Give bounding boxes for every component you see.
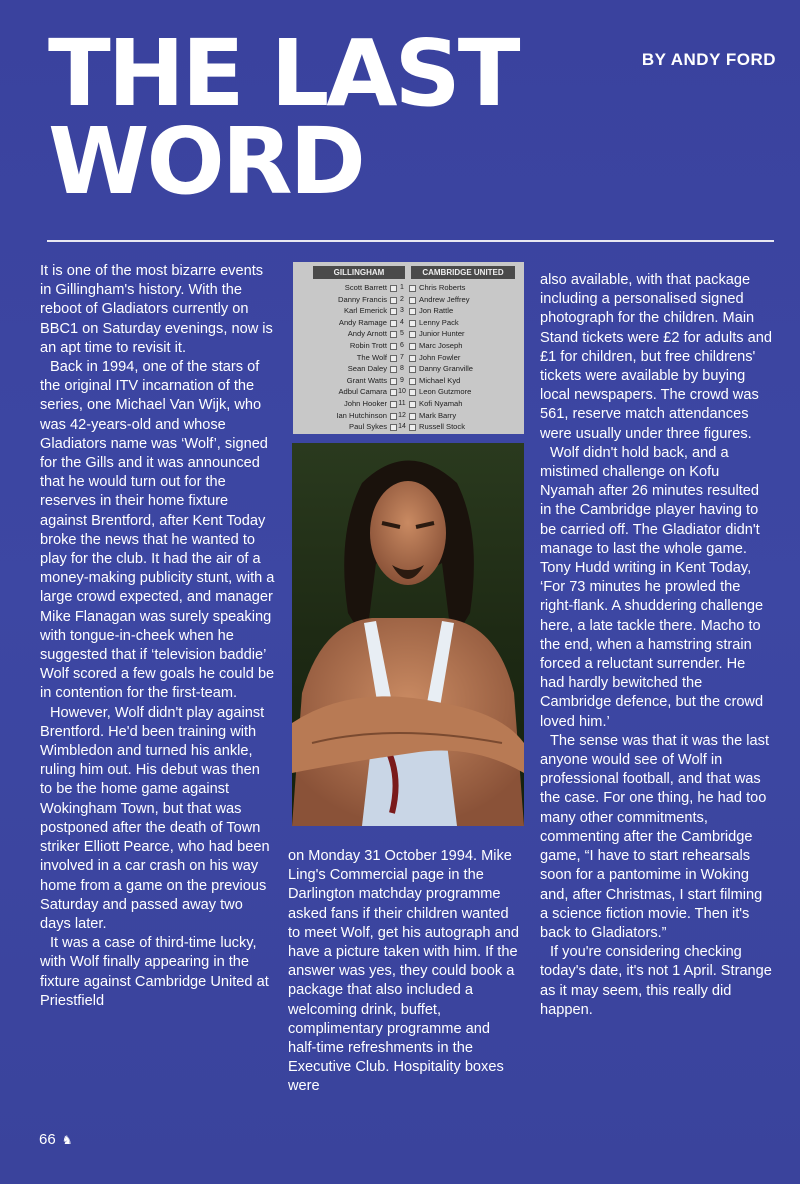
checkbox-icon: [409, 401, 416, 408]
away-player: Leon Gutzmore: [419, 387, 472, 397]
lineup-row: [293, 363, 524, 375]
home-player: Paul Sykes: [349, 422, 387, 432]
checkbox-icon: [409, 331, 416, 338]
checkbox-icon: [409, 389, 416, 396]
checkbox-icon: [409, 413, 416, 420]
paragraph: The sense was that it was the last anyone would see of Wolf in professional football, and that was the case. For one thing, he had too many other commitments, commenting after the Cambridge game, “I have to start rehearsals soon for a pantomime in Woking and, after Christmas, I start filming a science fiction movie. Then it's back to Gladiators.”: [540, 732, 770, 941]
lineup-row: [293, 317, 524, 329]
home-player: Adbul Camara: [338, 387, 387, 397]
away-player: Michael Kyd: [419, 375, 461, 385]
wolf-portrait-image: [292, 443, 524, 826]
away-player: Mark Barry: [419, 410, 457, 420]
away-player: Marc Joseph: [419, 341, 463, 350]
text-column-3: [540, 271, 772, 1020]
home-player: Robin Trott: [349, 341, 387, 350]
away-player: Jon Rattle: [419, 306, 454, 316]
divider: [47, 240, 774, 242]
home-player: Scott Barrett: [344, 283, 387, 292]
home-player: Karl Emerick: [343, 306, 387, 316]
shirt-number: 8: [400, 365, 404, 373]
away-player: Andrew Jeffrey: [419, 294, 470, 304]
paragraph: also available, with that package including a personalised signed photograph for the children. Main Stand tickets were £2 for adults and £1 for children, but free childrens' tickets were available by buying local newspapers. The crowd was 561, reserve match attendances were usually under three figures.: [540, 272, 773, 442]
paragraph: If you're considering checking today's date, it's not 1 April. Strange as it may seem, this really did happen.: [540, 944, 772, 1018]
home-player: Andy Ramage: [338, 317, 387, 327]
paragraph: on Monday 31 October 1994. Mike Ling's Commercial page in the Darlington matchday programme asked fans if their children wanted to meet Wolf, get his autograph and have a picture taken with him. If the answer was yes, they could book a package that also included a welcoming drink, buffet, complimentary programme and half-time refreshments in the Executive Club. Hospitality boxes were: [288, 848, 519, 1095]
lineup-row: [293, 352, 524, 364]
lineup-row: [293, 294, 524, 306]
checkbox-icon: [409, 378, 416, 385]
shirt-number: 10: [398, 388, 406, 396]
shirt-number: 3: [400, 307, 404, 315]
home-player: Danny Francis: [338, 294, 387, 304]
title-line-2: WORD: [48, 108, 363, 215]
away-player: Junior Hunter: [419, 329, 465, 339]
club-crest-icon: ♞: [61, 1133, 73, 1147]
away-player: Danny Granville: [419, 364, 474, 374]
home-player: Grant Watts: [346, 375, 387, 385]
away-player: Russell Stock: [419, 422, 466, 432]
home-player: The Wolf: [356, 352, 387, 362]
away-player: Kofi Nyamah: [419, 399, 463, 408]
wolf-photo: [292, 443, 524, 826]
home-player: Ian Hutchinson: [336, 410, 387, 420]
checkbox-icon: [409, 366, 416, 373]
shirt-number: 12: [398, 411, 406, 419]
lineup-row: [293, 328, 524, 340]
team-lineup-table: [293, 262, 524, 434]
page-footer: [39, 1131, 72, 1148]
shirt-number: 1: [400, 284, 404, 291]
shirt-number: 5: [400, 330, 404, 338]
checkbox-icon: [409, 424, 416, 431]
away-player: John Fowler: [419, 352, 461, 362]
paragraph: It is one of the most bizarre events in Gillingham's history. With the reboot of Gladiators currently on BBC1 on Saturday evenings, now is an apt time to revisit it.: [40, 263, 273, 356]
shirt-number: 7: [400, 353, 404, 361]
lineup-row: [293, 375, 524, 387]
paragraph: It was a case of third-time lucky, with Wolf finally appearing in the fixture against Cambridge United at Priestfield: [40, 935, 269, 1009]
away-player: Chris Roberts: [419, 283, 466, 292]
home-team-header: GILLINGHAM: [313, 266, 405, 279]
paragraph: Wolf didn't hold back, and a mistimed challenge on Kofu Nyamah after 26 minutes resulted in the Cambridge player having to be carried off. The Gladiator didn't manage to last the whole game. Tony Hudd writing in Kent Today, ‘For 73 minutes he prowled the right-flank. A shuddering challenge here, a late tackle there. Macho to the end, when a hamstring strain forced a reluctant surrender. He had hardly bewitched the Cambridge defence, but the crowd loved him.’: [540, 444, 764, 730]
shirt-number: 4: [400, 318, 404, 326]
away-team-header: CAMBRIDGE UNITED: [411, 266, 515, 279]
home-player: Sean Daley: [347, 364, 387, 374]
away-player: Lenny Pack: [419, 317, 459, 327]
shirt-number: 11: [398, 400, 406, 407]
paragraph: However, Wolf didn't play against Brentford. He'd been training with Wimbledon and turned his ankle, ruling him out. His debut was then to be the home game against Wokingham Town, but that was postponed after the death of Town striker Elliott Pearce, who had been involved in a car crash on his way home from a game on the previous Saturday and passed away two days later.: [40, 704, 270, 932]
article-title: [48, 20, 518, 215]
home-player: John Hooker: [343, 399, 387, 408]
checkbox-icon: [409, 308, 416, 315]
text-column-1: [40, 262, 276, 1011]
checkbox-icon: [409, 285, 416, 292]
shirt-number: 6: [400, 342, 404, 349]
byline: BY ANDY FORD: [641, 50, 776, 69]
shirt-number: 14: [398, 423, 406, 431]
home-player: Andy Arnott: [347, 329, 387, 339]
lineup-row: [293, 398, 524, 410]
lineup-row: [293, 386, 524, 398]
checkbox-icon: [409, 343, 416, 350]
title-line-1: THE LAST: [48, 20, 518, 127]
lineup-row: [293, 421, 524, 433]
lineup-row: [293, 305, 524, 317]
page-number: 66: [39, 1131, 56, 1148]
checkbox-icon: [409, 320, 416, 327]
checkbox-icon: [409, 297, 416, 304]
paragraph: Back in 1994, one of the stars of the original ITV incarnation of the series, one Michael Van Wijk, who was 42-years-old and whose Gladiators name was ‘Wolf’, signed for the Gills and it was announced that he would turn out for the reserves in their home fixture against Brentford, after Kent Today broke the news that he wanted to play for the club. It had the air of a money-making publicity stunt, with a large crowd expected, and manager Mike Flanagan was surely speaking with tongue-in-cheek when he suggested that if ‘television baddie’ Wolf scored a few goals he could be in contention for the first-team.: [40, 359, 275, 702]
shirt-number: 2: [400, 295, 404, 303]
checkbox-icon: [409, 355, 416, 362]
shirt-number: 9: [400, 376, 404, 384]
text-column-2: [288, 847, 522, 1097]
lineup-row: [293, 340, 524, 352]
lineup-row: [293, 410, 524, 422]
lineup-row: [293, 282, 524, 294]
